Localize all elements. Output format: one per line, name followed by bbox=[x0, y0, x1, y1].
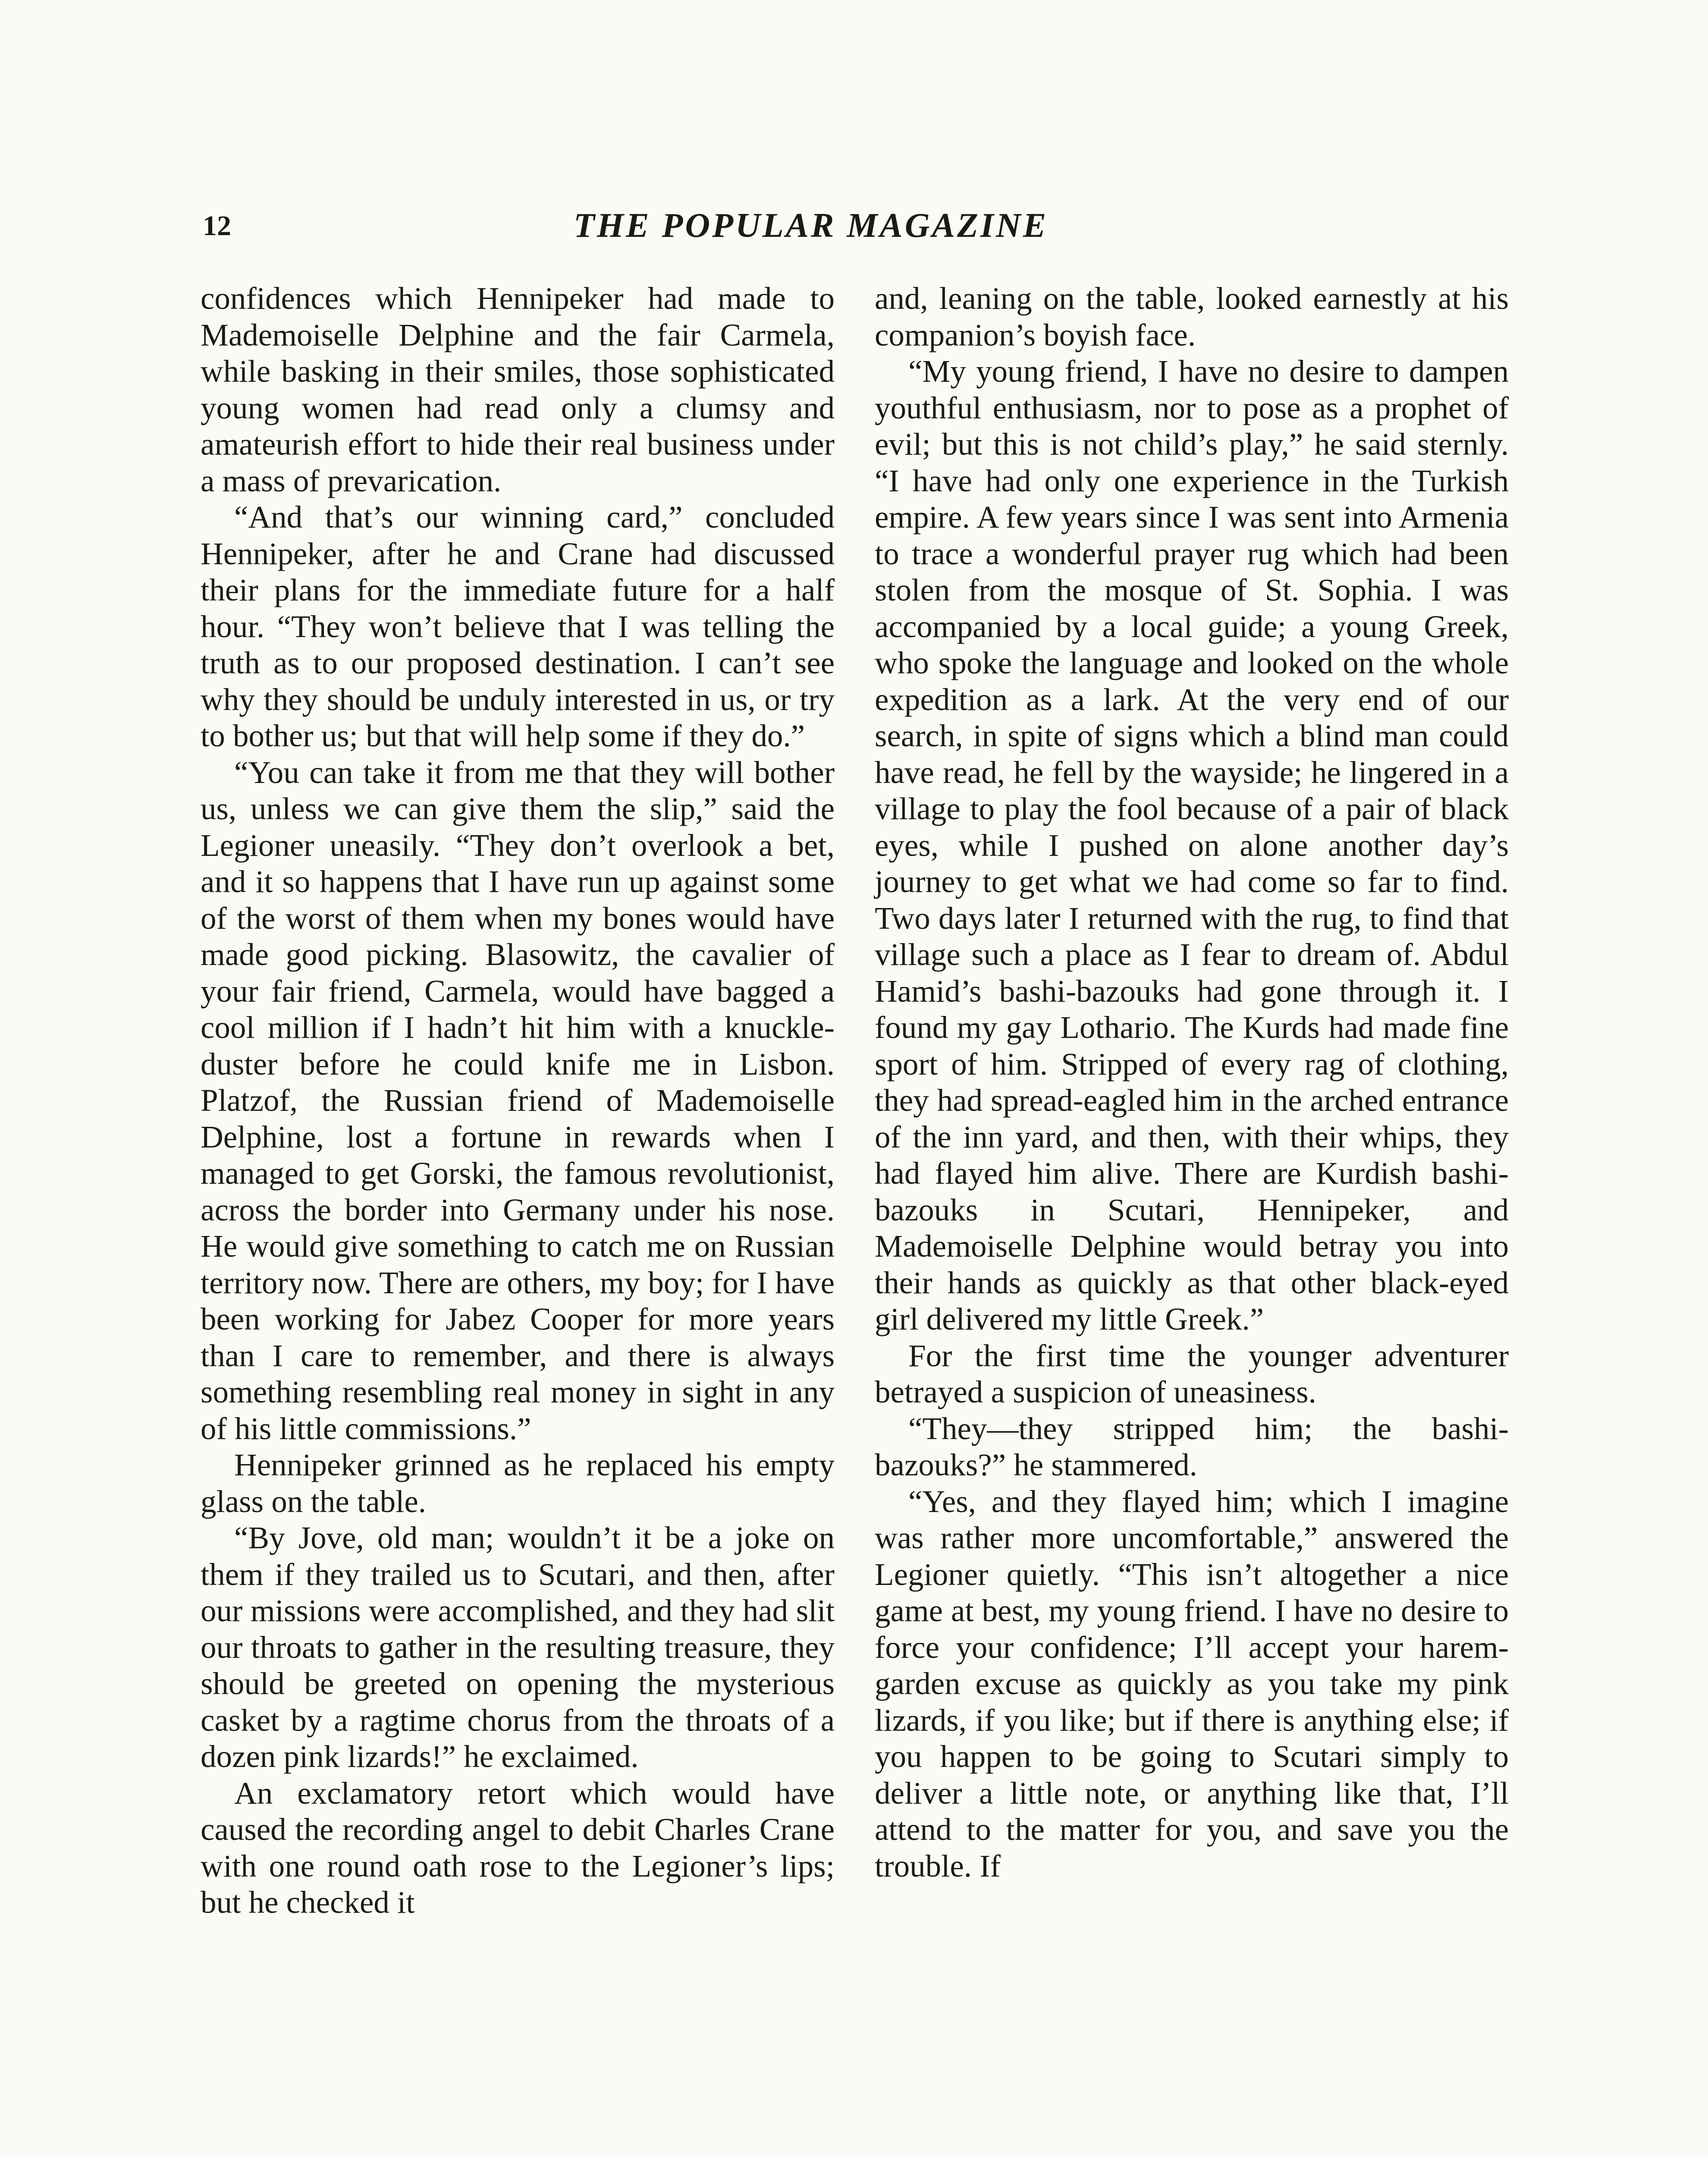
running-title: THE POPULAR MAGAZINE bbox=[574, 207, 1049, 245]
paragraph: An exclamatory retort which would have caused the recording angel to debit Charles Crane with one round oath rose to the Legioner’s lips; but he checked it bbox=[201, 1775, 835, 1920]
paragraph: confidences which Hennipeker had made to Mademoiselle Delphine and the fair Carmela, while basking in their smiles, those sophisticated young women had read only a clumsy and amateurish effort to hide their real business under a mass of prevarication. bbox=[201, 281, 835, 498]
paragraph: Hennipeker grinned as he replaced his empty glass on the table. bbox=[201, 1447, 835, 1519]
paragraph: “My young friend, I have no desire to dampen youthful enthusiasm, nor to pose as a prophet of evil; but this is not child’s play,” he said sternly. “I have had only one experience in the Turkish empire. A few years since I was sent into Armenia to trace a wonderful prayer rug which had been stolen from the mosque of St. Sophia. I was accompanied by a local guide; a young Greek, who spoke the language and looked on the whole expedition as a lark. At the very end of our search, in spite of signs which a blind man could have read, he fell by the wayside; he lingered in a village to play the fool because of a pair of black eyes, while I pushed on alone another day’s journey to get what we had come so far to find. Two days later I returned with the rug, to find that village such a place as I fear to dream of. Abdul Hamid’s bashi-bazouks had gone through it. I found my gay Lothario. The Kurds had made fine sport of him. Stripped of every rag of clothing, they had spread-eagled him in the arched entrance of the inn yard, and then, with their whips, they had flayed him alive. There are Kurdish bashi-bazouks in Scutari, Hennipeker, and Mademoiselle Delphine would betray you into their hands as quickly as that other black-eyed girl delivered my little Greek.” bbox=[875, 354, 1509, 1336]
paragraph: “By Jove, old man; wouldn’t it be a joke on them if they trailed us to Scutari, and then, after our missions were accomplished, and they had slit our throats to gather in the resulting treasure, they should be greeted on opening the mysterious casket by a ragtime chorus from the throats of a dozen pink lizards!” he exclaimed. bbox=[201, 1520, 835, 1774]
right-text-column bbox=[875, 280, 1509, 1884]
paragraph: and, leaning on the table, looked earnestly at his companion’s boyish face. bbox=[875, 281, 1509, 352]
paragraph: For the first time the younger adventurer betrayed a suspicion of uneasiness. bbox=[875, 1338, 1509, 1409]
page-number: 12 bbox=[203, 210, 231, 242]
paragraph: “Yes, and they flayed him; which I imagine was rather more uncomfortable,” answered the Legioner quietly. “This isn’t altogether a nice game at best, my young friend. I have no desire to force your confidence; I’ll accept your harem-garden excuse as quickly as you take my pink lizards, if you like; but if there is anything else; if you happen to be going to Scutari simply to deliver a little note, or anything like that, I’ll attend to the matter for you, and save you the trouble. If bbox=[875, 1484, 1509, 1883]
paragraph: “You can take it from me that they will bother us, unless we can give them the slip,” said the Legioner uneasily. “They don’t overlook a bet, and it so happens that I have run up against some of the worst of them when my bones would have made good picking. Blasowitz, the cavalier of your fair friend, Carmela, would have bagged a cool million if I hadn’t hit him with a knuckle-duster before he could knife me in Lisbon. Platzof, the Russian friend of Mademoiselle Delphine, lost a fortune in rewards when I managed to get Gorski, the famous revolutionist, across the border into Germany under his nose. He would give something to catch me on Russian territory now. There are others, my boy; for I have been working for Jabez Cooper for more years than I care to remember, and there is always something resembling real money in sight in any of his little commissions.” bbox=[201, 755, 835, 1446]
paragraph: “And that’s our winning card,” concluded Hennipeker, after he and Crane had discussed their plans for the immediate future for a half hour. “They won’t believe that I was telling the truth as to our proposed destination. I can’t see why they should be unduly interested in us, or try to bother us; but that will help some if they do.” bbox=[201, 500, 835, 753]
paragraph: “They—they stripped him; the bashi-bazouks?” he stammered. bbox=[875, 1411, 1509, 1482]
left-text-column bbox=[201, 280, 835, 1921]
